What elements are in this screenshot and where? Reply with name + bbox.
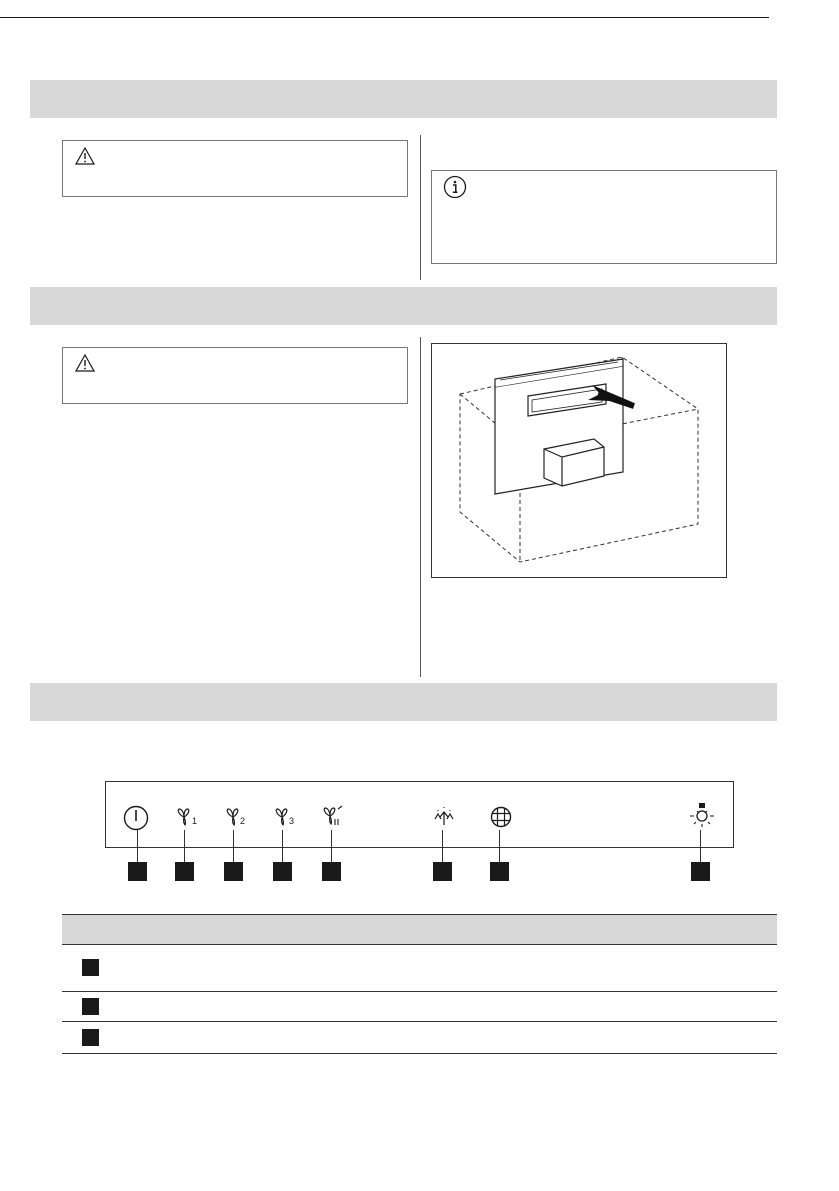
section-header-bar-2 [30, 287, 777, 325]
callout-stem [137, 830, 138, 862]
section-header-bar-3 [30, 683, 777, 721]
column-divider [420, 337, 421, 677]
air-flow-icon[interactable] [432, 805, 456, 832]
table-rule [62, 944, 777, 945]
callout-stem [331, 830, 332, 862]
svg-text:3: 3 [289, 816, 295, 826]
table-rule [62, 1021, 777, 1022]
column-divider [420, 135, 421, 280]
table-rule [62, 1053, 777, 1054]
fan-speed-2-icon[interactable] [224, 807, 248, 832]
svg-text:2: 2 [240, 816, 246, 826]
fan-speed-3-icon[interactable] [273, 807, 297, 832]
info-circle-icon [443, 175, 467, 204]
installation-illustration [432, 344, 726, 577]
section-header-bar-1 [30, 80, 777, 118]
callout-stem [282, 830, 283, 862]
warning-triangle-icon [75, 147, 95, 170]
table-row-marker [82, 998, 99, 1015]
light-icon[interactable] [687, 802, 717, 835]
warning-note-box [62, 140, 408, 197]
callout-marker-5 [322, 862, 341, 881]
callout-stem [184, 830, 185, 862]
warning-note-box [62, 347, 408, 404]
callout-marker-3 [224, 862, 243, 881]
table-rule [62, 991, 777, 992]
callout-marker-2 [175, 862, 194, 881]
control-panel [105, 781, 734, 848]
callout-marker-7 [490, 862, 509, 881]
page-top-rule [0, 17, 769, 18]
fan-speed-1-icon[interactable] [175, 807, 199, 832]
callout-marker-1 [128, 862, 147, 881]
svg-text:1: 1 [192, 816, 198, 826]
callout-stem [233, 830, 234, 862]
callout-marker-6 [433, 862, 452, 881]
callout-marker-8 [691, 862, 710, 881]
warning-triangle-icon [75, 354, 95, 377]
callout-stem [442, 830, 443, 862]
fan-boost-icon[interactable] [321, 805, 345, 832]
installation-figure [431, 343, 727, 578]
table-row-marker [82, 1029, 99, 1046]
table-row-marker [82, 959, 99, 976]
power-icon[interactable] [123, 805, 149, 836]
callout-stem [499, 830, 500, 862]
callout-stem [700, 830, 701, 862]
table-header-row [62, 914, 777, 944]
info-note-box [431, 170, 777, 264]
callout-marker-4 [273, 862, 292, 881]
grid-filter-icon[interactable] [490, 806, 512, 833]
